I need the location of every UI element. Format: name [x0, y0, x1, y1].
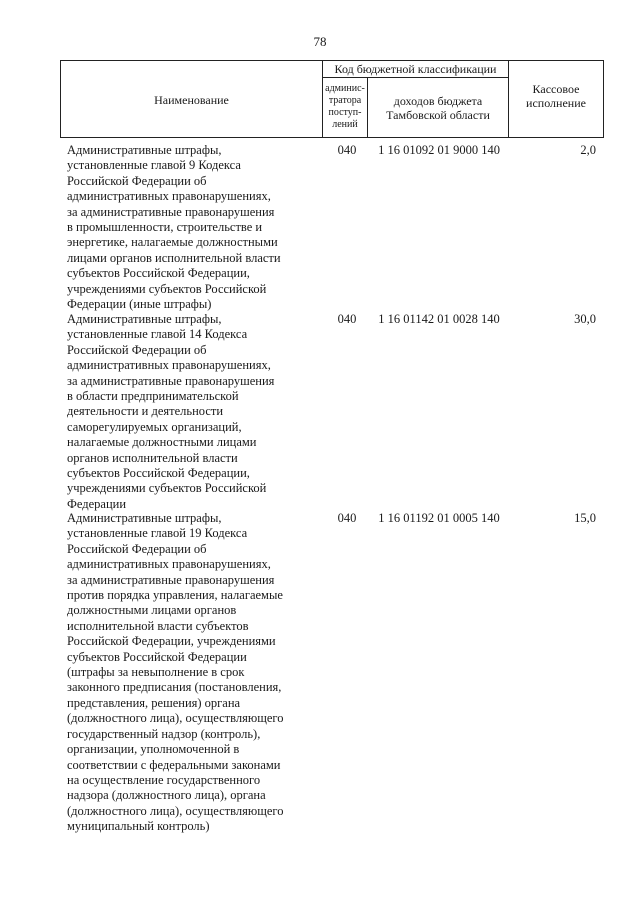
- header-amount: Кассовое исполнение: [526, 82, 586, 110]
- row-admin-code: 040: [337, 511, 357, 525]
- header-income: доходов бюджета Тамбовской области: [386, 94, 490, 122]
- row-amount: 15,0: [574, 511, 596, 525]
- row-income-code: 1 16 01142 01 0028 140: [378, 312, 500, 326]
- row-admin-code: 040: [337, 143, 357, 157]
- page-number: 78: [313, 34, 327, 49]
- row-name: Административные штрафы, установленные главой 14 Кодекса Российской Федерации об административных правонарушениях, за административные правонарушения в области предпринимательской деятельности и деятельности саморегулируемых организаций, налагаемые должностными лицами органов исполнительной власти субъектов Российской Федерации, учреждениями субъектов Российской Федерации: [67, 312, 275, 511]
- header-name: Наименование: [154, 93, 229, 107]
- header-admin: админис- тратора поступ- лений: [325, 83, 365, 130]
- row-name: Административные штрафы, установленные главой 9 Кодекса Российской Федерации об административных правонарушениях, за административные правонарушения в промышленности, строительстве и энергетике, налагаемые должностными лицами органов исполнительной власти субъектов Российской Федерации, учреждениями субъектов Российской Федерации (иные штрафы): [67, 143, 281, 312]
- row-income-code: 1 16 01192 01 0005 140: [378, 511, 500, 525]
- header-code-group: Код бюджетной классификации: [334, 62, 497, 76]
- row-amount: 2,0: [580, 143, 596, 157]
- header-bottom-border: [60, 137, 604, 138]
- row-income-code: 1 16 01092 01 9000 140: [378, 143, 500, 157]
- row-amount: 30,0: [574, 312, 596, 326]
- row-admin-code: 040: [337, 312, 357, 326]
- header-top-border: [60, 60, 604, 61]
- row-name: Административные штрафы, установленные главой 19 Кодекса Российской Федерации об административных правонарушениях, за административные правонарушения против порядка управления, налагаемые должностными лицами органов исполнительной власти субъектов Российской Федерации, учреждениями субъектов Российской Федерации (штрафы за невыполнение в срок законного предписания (постановления, представления, решения) органа (должностного лица), осуществляющего государственный надзор (контроль), организации, уполномоченной в соответствии с федеральными законами на осуществление государственного надзора (должностного лица), органа (должностного лица), осуществляющего муниципальный контроль): [67, 511, 284, 834]
- code-group-divider: [322, 77, 508, 78]
- header-right-border: [603, 60, 604, 138]
